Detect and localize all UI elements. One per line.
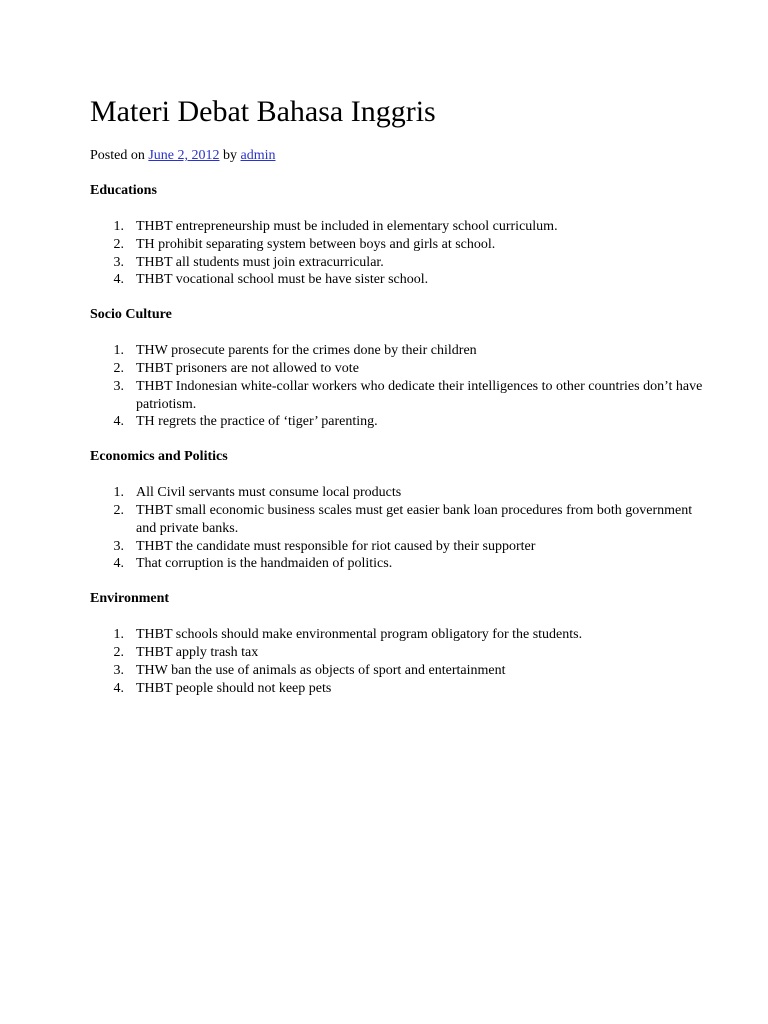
section-socio-culture (90, 306, 708, 431)
list-item: 2. THBT prisoners are not allowed to vote (113, 360, 359, 376)
post-date-link[interactable]: June 2, 2012 (148, 148, 220, 163)
topic-list (90, 342, 708, 431)
topic-list (90, 626, 708, 697)
list-item: 3. THBT the candidate must responsible for riot caused by their supporter (113, 538, 536, 554)
post-meta (90, 147, 708, 165)
list-item: 3. THBT all students must join extracurricular. (113, 254, 384, 270)
list-item: 3. THW ban the use of animals as objects of sport and entertainment (113, 662, 506, 678)
list-item: 4. TH regrets the practice of ‘tiger’ parenting. (113, 414, 378, 430)
section-heading: Environment (90, 591, 170, 607)
section-environment (90, 590, 708, 697)
posted-on-label: Posted on (90, 148, 145, 163)
list-item: 4. That corruption is the handmaiden of politics. (113, 556, 393, 572)
section-educations (90, 182, 708, 289)
list-item: 4. THBT vocational school must be have sister school. (113, 272, 429, 288)
section-heading: Educations (90, 183, 157, 198)
list-item: 1. THBT schools should make environmental program obligatory for the students. (113, 627, 583, 643)
section-heading: Economics and Politics (90, 449, 228, 465)
topic-list (90, 218, 708, 289)
list-item: 3. THBT Indonesian white-collar workers who dedicate their intelligences to other countries don’t have patriotism. (113, 378, 703, 412)
post-title: Materi Debat Bahasa Inggris (90, 95, 436, 128)
list-item: 1. All Civil servants must consume local products (113, 485, 402, 501)
list-item: 1. THW prosecute parents for the crimes done by their children (113, 343, 477, 359)
section-economics-politics (90, 448, 708, 573)
list-item: 2. THBT small economic business scales must get easier bank loan procedures from both government and private banks. (113, 502, 693, 536)
list-item: 4. THBT people should not keep pets (113, 680, 332, 696)
author-link[interactable]: admin (240, 148, 276, 163)
list-item: 2. THBT apply trash tax (113, 644, 259, 660)
section-heading: Socio Culture (90, 307, 172, 323)
topic-list (90, 484, 708, 573)
list-item: 2. TH prohibit separating system between boys and girls at school. (113, 236, 496, 252)
by-label: by (223, 148, 238, 163)
list-item: 1. THBT entrepreneurship must be included in elementary school curriculum. (113, 219, 558, 234)
